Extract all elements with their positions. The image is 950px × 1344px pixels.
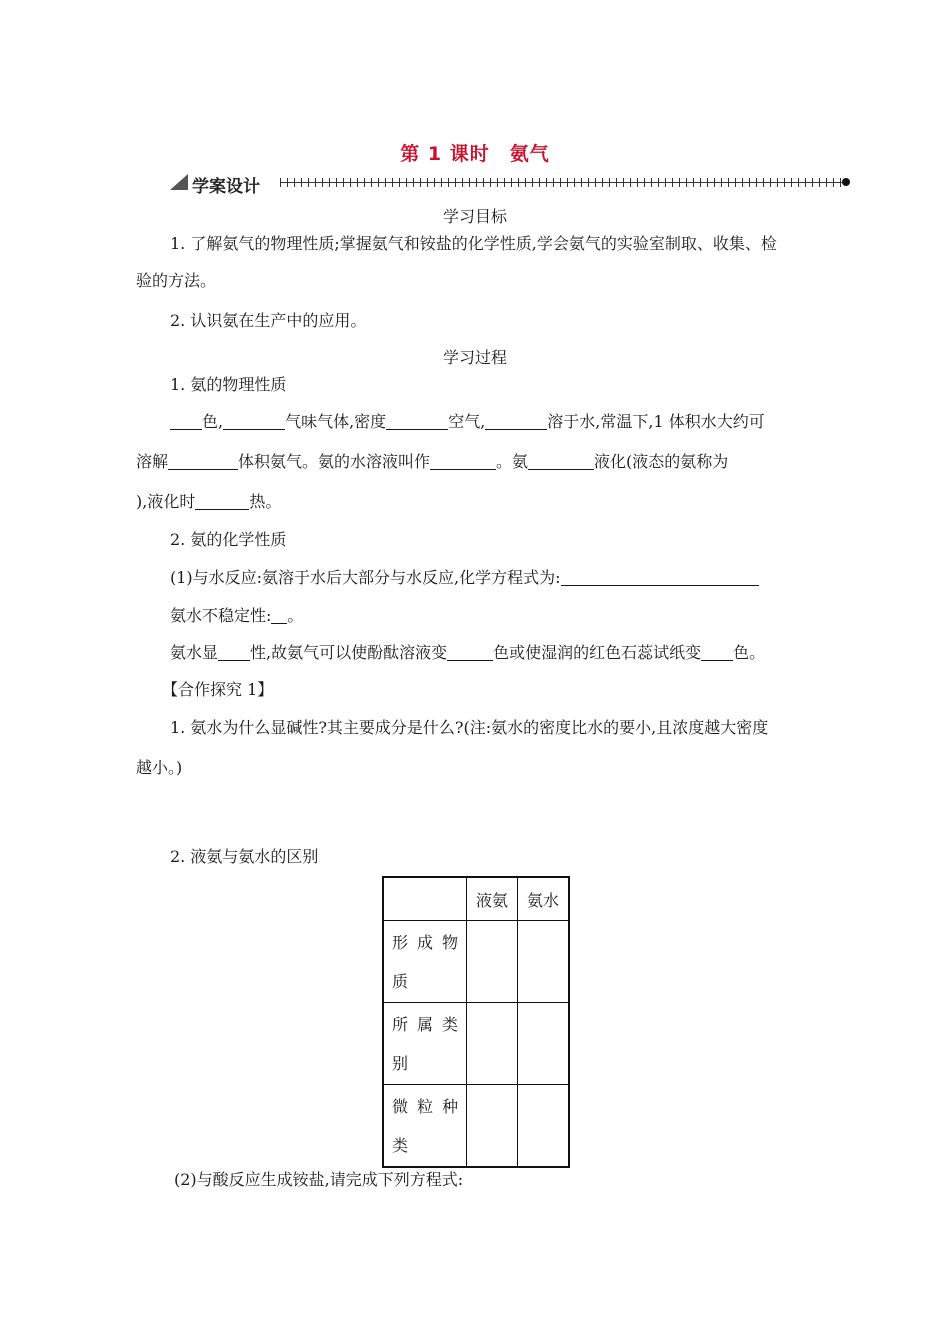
banner-triangle-icon: [170, 174, 188, 190]
table-cell[interactable]: [467, 1003, 518, 1085]
table-cell[interactable]: [467, 921, 518, 1003]
table-cell[interactable]: [518, 921, 570, 1003]
page-title: 第 1 课时 氨气: [400, 143, 550, 165]
table-row: [383, 1085, 569, 1168]
table-row: [383, 1003, 569, 1085]
section-2-acid-reaction: (2)与酸反应生成铵盐,请完成下列方程式:: [174, 1170, 464, 1189]
section-1-line-3: ),液化时 热。: [136, 492, 282, 511]
comparison-table: [382, 876, 570, 1168]
section-1-line-1: 色, 气味气体,密度 空气, 溶于水,常温下,1 体积水大约可: [170, 409, 765, 432]
fill-blank[interactable]: [223, 412, 285, 430]
section-2-alkalinity: 氨水显 性,故氨气可以使酚酞溶液变 色或使湿润的红色石蕊试纸变 色。: [170, 643, 766, 662]
fill-blank[interactable]: [271, 606, 287, 624]
section-banner: [170, 172, 850, 197]
table-header-row: [383, 877, 569, 921]
banner-label: 学案设计: [192, 172, 264, 197]
goal-item-2: 2. 认识氨在生产中的应用。: [170, 311, 367, 330]
table-row: [383, 921, 569, 1003]
table-header-empty: [383, 877, 467, 921]
banner-rule: [280, 182, 842, 183]
explore-title: 【合作探究 1】: [162, 680, 274, 699]
fill-blank[interactable]: [485, 412, 547, 430]
row-label-line-2: 质: [392, 972, 409, 991]
table-header-liquid-ammonia: 液氨: [467, 877, 518, 921]
row-label-line-1: 形 成 物: [392, 933, 458, 952]
fill-blank[interactable]: [386, 412, 448, 430]
fill-blank[interactable]: [447, 643, 493, 661]
fill-blank[interactable]: [701, 643, 733, 661]
fill-blank[interactable]: [195, 492, 249, 510]
table-header-ammonia-water: 氨水: [518, 877, 570, 921]
fill-blank[interactable]: [168, 452, 238, 470]
fill-blank[interactable]: [528, 452, 594, 470]
row-label-line-2: 类: [392, 1136, 409, 1155]
table-cell[interactable]: [518, 1003, 570, 1085]
equation-blank[interactable]: [561, 568, 759, 586]
section-2-title: 2. 氨的化学性质: [170, 530, 287, 549]
question-2: 2. 液氨与氨水的区别: [170, 847, 319, 866]
table-cell[interactable]: [518, 1085, 570, 1168]
row-label-line-2: 别: [392, 1054, 409, 1073]
banner-end-dot-icon: [842, 178, 850, 186]
question-1-line-2: 越小。): [136, 758, 183, 777]
fill-blank[interactable]: [430, 452, 496, 470]
fill-blank[interactable]: [218, 643, 250, 661]
goal-item-1-line-1: 1. 了解氨气的物理性质;掌握氨气和铵盐的化学性质,学会氨气的实验室制取、收集、检: [170, 234, 777, 253]
goals-heading: 学习目标: [442, 207, 507, 226]
table-cell[interactable]: [467, 1085, 518, 1168]
section-1-line-2: 溶解 体积氨气。氨的水溶液叫作 。氨 液化(液态的氨称为: [136, 452, 729, 471]
fill-blank[interactable]: [170, 412, 202, 430]
section-1-title: 1. 氨的物理性质: [170, 375, 287, 394]
section-2-instability: 氨水不稳定性: 。: [170, 606, 304, 625]
goal-item-1-line-2: 验的方法。: [136, 271, 217, 290]
row-label-line-1: 微 粒 种: [392, 1097, 458, 1116]
question-1-line-1: 1. 氨水为什么显碱性?其主要成分是什么?(注:氨水的密度比水的要小,且浓度越大密度: [170, 718, 769, 737]
row-label-line-1: 所 属 类: [392, 1015, 458, 1034]
section-2-water-reaction: (1)与水反应:氨溶于水后大部分与水反应,化学方程式为:: [170, 565, 759, 588]
process-heading: 学习过程: [442, 348, 507, 367]
